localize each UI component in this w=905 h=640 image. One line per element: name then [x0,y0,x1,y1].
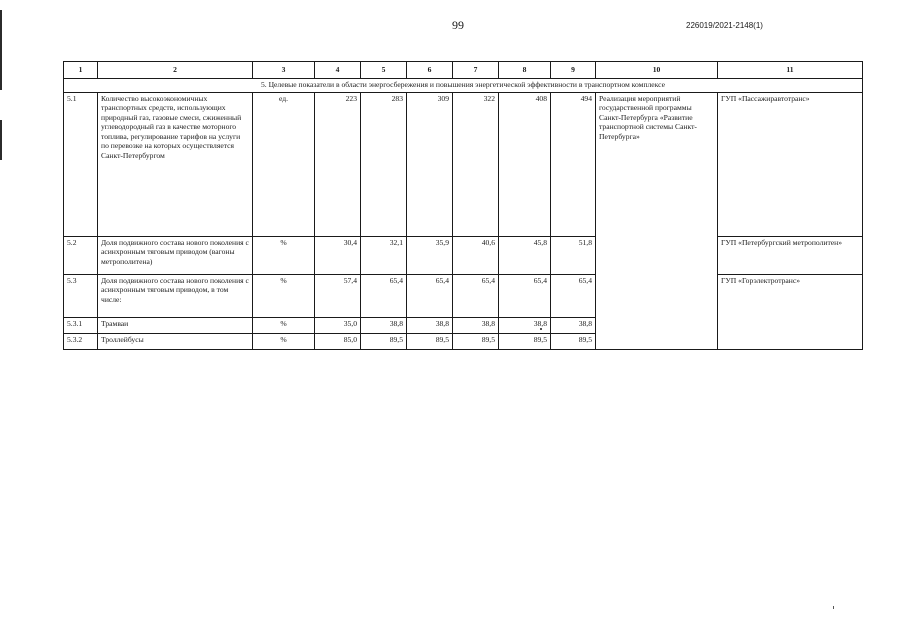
scan-edge-mark [0,120,2,160]
value-cell: 51,8 [551,237,596,275]
value-cell: 283 [361,93,407,237]
table-row [64,93,863,237]
value-cell: 322 [453,93,499,237]
column-header: 5 [361,62,407,79]
column-header: 10 [596,62,718,79]
value-cell: 40,6 [453,237,499,275]
program-cell: Реализация мероприятий государственной программы Санкт-Петербурга «Развитие транспортной системы Санкт-Петербурга» [596,93,718,350]
value-cell: 89,5 [407,334,453,350]
value-cell: 38,8 [407,318,453,334]
value-cell: 408 [499,93,551,237]
column-header: 8 [499,62,551,79]
header-row [64,62,863,79]
column-header: 2 [98,62,253,79]
row-number: 5.3.2 [64,334,98,350]
column-header: 7 [453,62,499,79]
value-cell: 65,4 [551,275,596,318]
unit-cell: % [253,237,315,275]
value-cell: 57,4 [315,275,361,318]
table-row [64,275,863,318]
value-cell: 35,9 [407,237,453,275]
value-cell: 89,5 [361,334,407,350]
value-cell: 89,5 [453,334,499,350]
value-cell: 65,4 [361,275,407,318]
column-header: 3 [253,62,315,79]
page-number: 99 [452,18,464,32]
value-cell: 38,8 [499,318,551,334]
indicators-table [63,61,863,350]
value-cell: 89,5 [551,334,596,350]
value-cell: 38,8 [551,318,596,334]
value-cell: 45,8 [499,237,551,275]
value-cell: 38,8 [361,318,407,334]
row-number: 5.3 [64,275,98,318]
indicator-name: Трамваи [98,318,253,334]
row-number: 5.2 [64,237,98,275]
indicator-name: Троллейбусы [98,334,253,350]
section-title: 5. Целевые показатели в области энергосбережения и повышения энергетической эффективности в транспортном комплексе [64,79,863,93]
value-cell: 89,5 [499,334,551,350]
section-row [64,79,863,93]
value-cell: 494 [551,93,596,237]
value-cell: 65,4 [453,275,499,318]
indicator-name: Доля подвижного состава нового поколения с асинхронным тяговым приводом, в том числе: [98,275,253,318]
indicator-name: Доля подвижного состава нового поколения с асинхронным тяговым приводом (вагоны метрополитена) [98,237,253,275]
scan-speck [833,606,834,609]
row-number: 5.3.1 [64,318,98,334]
value-cell: 223 [315,93,361,237]
value-cell: 85,0 [315,334,361,350]
organization-cell: ГУП «Горэлектротранс» [718,275,863,350]
unit-cell: % [253,334,315,350]
value-cell: 309 [407,93,453,237]
row-number: 5.1 [64,93,98,237]
organization-cell: ГУП «Пассажиравтотранс» [718,93,863,237]
table-row [64,237,863,275]
unit-cell: % [253,275,315,318]
value-cell: 32,1 [361,237,407,275]
document-id: 226019/2021-2148(1) [686,21,763,30]
value-cell: 30,4 [315,237,361,275]
column-header: 1 [64,62,98,79]
column-header: 9 [551,62,596,79]
column-header: 4 [315,62,361,79]
unit-cell: ед. [253,93,315,237]
value-cell: 35,0 [315,318,361,334]
column-header: 11 [718,62,863,79]
indicator-name: Количество высокоэкономичных транспортных средств, использующих природный газ, газовые смеси, сжиженный углеводородный газ в качестве моторного топлива, регулирование тарифов на услуги по перевозке на которых осуществляется Санкт-Петербургом [98,93,253,237]
value-cell: 65,4 [407,275,453,318]
value-cell: 38,8 [453,318,499,334]
column-header: 6 [407,62,453,79]
organization-cell: ГУП «Петербургский метрополитен» [718,237,863,275]
scan-edge-mark [0,10,2,90]
value-cell: 65,4 [499,275,551,318]
unit-cell: % [253,318,315,334]
